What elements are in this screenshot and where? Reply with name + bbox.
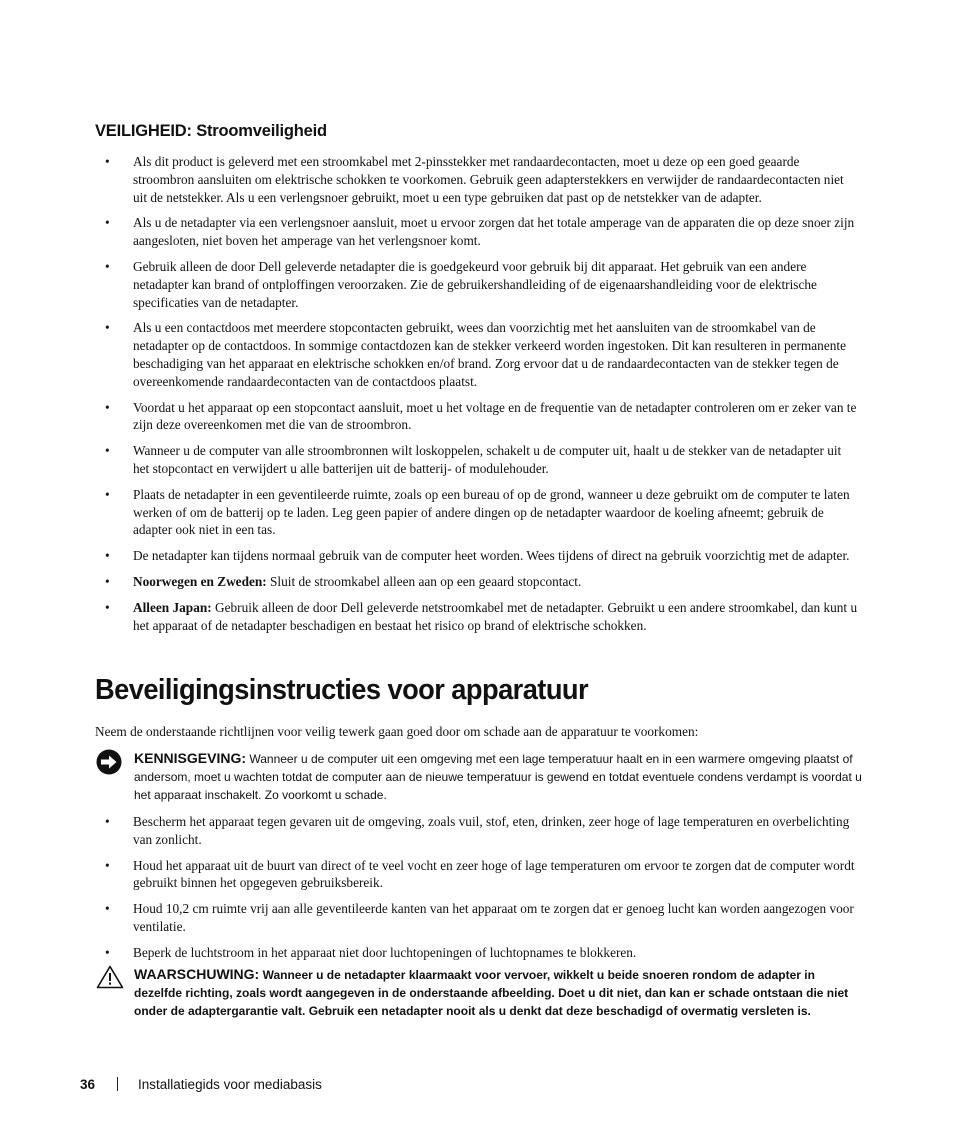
bullet-text: Voordat u het apparaat op een stopcontact aansluit, moet u het voltage en de frequentie van de netadapter controleren om er zeker van te zijn deze overeenkomen met die van de stroombron. (133, 399, 857, 433)
bullet-text: Houd het apparaat uit de buurt van direct of te veel vocht en zeer hoge of lage temperaturen om ervoor te zorgen dat de computer wordt gebruikt binnen het opgegeven gebruiksbereik. (133, 857, 855, 891)
list-item: • Plaats de netadapter in een geventileerde ruimte, zoals op een bureau of op de grond, wanneer u deze gebruikt om de computer te laten werken of om de batterij op te laden. Leg geen papier of andere dingen op de netadapter waardoor de koeling afneemt; gebruik de adapter ook niet in een tas. (105, 486, 850, 538)
list-item: • Houd 10,2 cm ruimte vrij aan alle geventileerde kanten van het apparaat om te zorgen dat er genoeg lucht kan worden aangezogen voor ventilatie. (105, 901, 854, 934)
bullet-text: Beperk de luchtstroom in het apparaat niet door luchtopeningen of luchtopnames te blokkeren. (133, 944, 637, 960)
bullet-text: Gebruik alleen de door Dell geleverde netadapter die is goedgekeurd voor gebruik bij dit apparaat. Het gebruik van een andere netadapter kan brand of ontploffingen veroorzaken. Zie de gebruikershandleiding of de eigenaarshandleiding voor de elektrische specificaties van de netadapter. (133, 258, 817, 310)
footer-separator (117, 1077, 118, 1091)
notice-box (95, 749, 865, 804)
list-item: • Alleen Japan: Gebruik alleen de door Dell geleverde netstroomkabel met de netadapter. Gebruikt u een andere stroomkabel, dan kunt u het apparaat of de netadapter beschadigen en bestaat het risico op brand of elektrische schokken. (105, 599, 858, 633)
list-item: • Gebruik alleen de door Dell geleverde netadapter die is goedgekeurd voor gebruik bij dit apparaat. Het gebruik van een andere netadapter kan brand of ontploffingen veroorzaken. Zie de gebruikershandleiding of de eigenaarshandleiding voor de elektrische specificaties van de netadapter. (105, 258, 817, 310)
power-safety-list (95, 153, 860, 642)
list-item: • Als dit product is geleverd met een stroomkabel met 2-pinsstekker met randaardecontacten, moet u deze op een goed geaarde stroombron aansluiten om elektrische schokken te voorkomen. Gebruik geen adapterstekkers en verwijder de randaardecontacten niet uit de netstekker. Als u een verlengsnoer gebruikt, moet u een type gebruiken dat past op de netstekker van de adapter. (105, 154, 844, 205)
bullet-text: Bescherm het apparaat tegen gevaren uit de omgeving, zoals vuil, stof, eten, drinken, zeer hoge of lage temperaturen en overbelichting van zonlicht. (133, 814, 850, 847)
list-item: • Noorwegen en Zweden: Sluit de stroomkabel alleen aan op een geaard stopcontact. (105, 573, 582, 589)
list-item: • Bescherm het apparaat tegen gevaren uit de omgeving, zoals vuil, stof, eten, drinken, zeer hoge of lage temperaturen en overbelichting van zonlicht. (105, 814, 850, 847)
warning-label: WAARSCHUWING: (134, 966, 260, 982)
bullet-text: Sluit de stroomkabel alleen aan op een geaard stopcontact. (270, 573, 582, 589)
bullet-text: Als u een contactdoos met meerdere stopcontacten gebruikt, wees dan voorzichtig met het aansluiten van de stroomkabel van de netadapter op de contactdoos. In sommige contactdozen kan de stekker verkeerd worden ingestoken. Dit kan resulteren in permanente beschadiging van het apparaat en elektrische schokken en/of brand. Zorg ervoor dat u de randaardecontacten van de stekker tegen de overeenkomende randaardecontacten van de contactdoos plaatst. (133, 320, 846, 389)
intro-paragraph: Neem de onderstaande richtlijnen voor veilig tewerk gaan goed door om schade aan de apparatuur te voorkomen: (95, 724, 699, 739)
bullet-text: De netadapter kan tijdens normaal gebruik van de computer heet worden. Wees tijdens of direct na gebruik voorzichtig met de adapter. (133, 548, 850, 564)
list-item: • Houd het apparaat uit de buurt van direct of te veel vocht en zeer hoge of lage temperaturen om ervoor te zorgen dat de computer wordt gebruikt binnen het opgegeven gebruiksbereik. (105, 857, 855, 891)
warning-box (95, 965, 865, 1020)
list-item: • Wanneer u de computer van alle stroombronnen wilt loskoppelen, schakelt u de computer uit, haalt u de stekker van de netadapter uit het stopcontact en verwijdert u alle batterijen uit de batterij- of modulehouder. (105, 443, 842, 476)
bullet-text: Houd 10,2 cm ruimte vrij aan alle geventileerde kanten van het apparaat om te zorgen dat er genoeg lucht kan worden aangezogen voor ventilatie. (133, 901, 854, 934)
bullet-text: Plaats de netadapter in een geventileerde ruimte, zoals op een bureau of op de grond, wanneer u deze gebruikt om de computer te laten werken of om de batterij op te laden. Leg geen papier of andere dingen op de netadapter waardoor de koeling afneemt; gebruik de adapter ook niet in een tas. (133, 486, 850, 538)
list-item: • Als u een contactdoos met meerdere stopcontacten gebruikt, wees dan voorzichtig met het aansluiten van de stroomkabel van de netadapter op de contactdoos. In sommige contactdozen kan de stekker verkeerd worden ingestoken. Dit kan resulteren in permanente beschadiging van het apparaat en elektrische schokken en/of brand. Zorg ervoor dat u de randaardecontacten van de stekker tegen de overeenkomende randaardecontacten van de contactdoos plaatst. (105, 320, 846, 389)
bullet-text: Wanneer u de computer van alle stroombronnen wilt loskoppelen, schakelt u de computer uit, haalt u de stekker van de netadapter uit het stopcontact en verwijdert u alle batterijen uit de batterij- of modulehouder. (133, 443, 842, 476)
bullet-lead: Alleen Japan: (133, 599, 212, 615)
section-heading: VEILIGHEID: Stroomveiligheid (95, 122, 327, 140)
bullet-text: Gebruik alleen de door Dell geleverde netstroomkabel met de netadapter. Gebruikt u een andere stroomkabel, dan kunt u het apparaat of de netadapter beschadigen en bestaat het risico op brand of elektrische schokken. (133, 599, 858, 633)
notice-label: KENNISGEVING: (134, 750, 247, 766)
page-footer (80, 1077, 322, 1092)
list-item: • De netadapter kan tijdens normaal gebruik van de computer heet worden. Wees tijdens of direct na gebruik voorzichtig met de adapter. (105, 548, 850, 564)
notice-text: Wanneer u de computer uit een omgeving met een lage temperatuur haalt en in een warmere omgeving plaatst of andersom, moet u wachten totdat de computer aan de nieuwe temperatuur is gewend en totdat eventuele condens verdampt is voordat u het apparaat inschakelt. Zo voorkomt u schade. (134, 752, 862, 802)
bullet-text: Als u de netadapter via een verlengsnoer aansluit, moet u ervoor zorgen dat het totale amperage van de apparaten die op deze snoer zijn aangesloten, niet boven het amperage van het verlengsnoer komt. (133, 215, 855, 249)
warning-text: Wanneer u de netadapter klaarmaakt voor vervoer, wikkelt u beide snoeren rondom de adapter in dezelfde richting, zoals wordt aangegeven in de onderstaande afbeelding. Doet u dit niet, dan kan er schade ontstaan die niet onder de adaptergarantie valt. Gebruik een netadapter nooit als u denkt dat deze beschadigd of overmatig versleten is. (134, 968, 849, 1018)
document-title: Installatiegids voor mediabasis (138, 1077, 322, 1092)
warning-triangle-icon (96, 965, 122, 991)
list-item: • Voordat u het apparaat op een stopcontact aansluit, moet u het voltage en de frequentie van de netadapter controleren om er zeker van te zijn deze overeenkomen met die van de stroombron. (105, 399, 857, 433)
equipment-safety-list (95, 813, 860, 970)
main-title: Beveiligingsinstructies voor apparatuur (95, 674, 589, 706)
bullet-lead: Noorwegen en Zweden: (133, 573, 267, 589)
notice-arrow-icon (96, 749, 122, 775)
bullet-text: Als dit product is geleverd met een stroomkabel met 2-pinsstekker met randaardecontacten, moet u deze op een goed geaarde stroombron aansluiten om elektrische schokken te voorkomen. Gebruik geen adapterstekkers en verwijder de randaardecontacten niet uit de netstekker. Als u een verlengsnoer gebruikt, moet u een type gebruiken dat past op de netstekker van de adapter. (133, 154, 844, 205)
page-number: 36 (80, 1077, 96, 1092)
list-item: • Als u de netadapter via een verlengsnoer aansluit, moet u ervoor zorgen dat het totale amperage van de apparaten die op deze snoer zijn aangesloten, niet boven het amperage van het verlengsnoer komt. (105, 215, 855, 249)
list-item: • Beperk de luchtstroom in het apparaat niet door luchtopeningen of luchtopnames te blokkeren. (105, 944, 637, 960)
